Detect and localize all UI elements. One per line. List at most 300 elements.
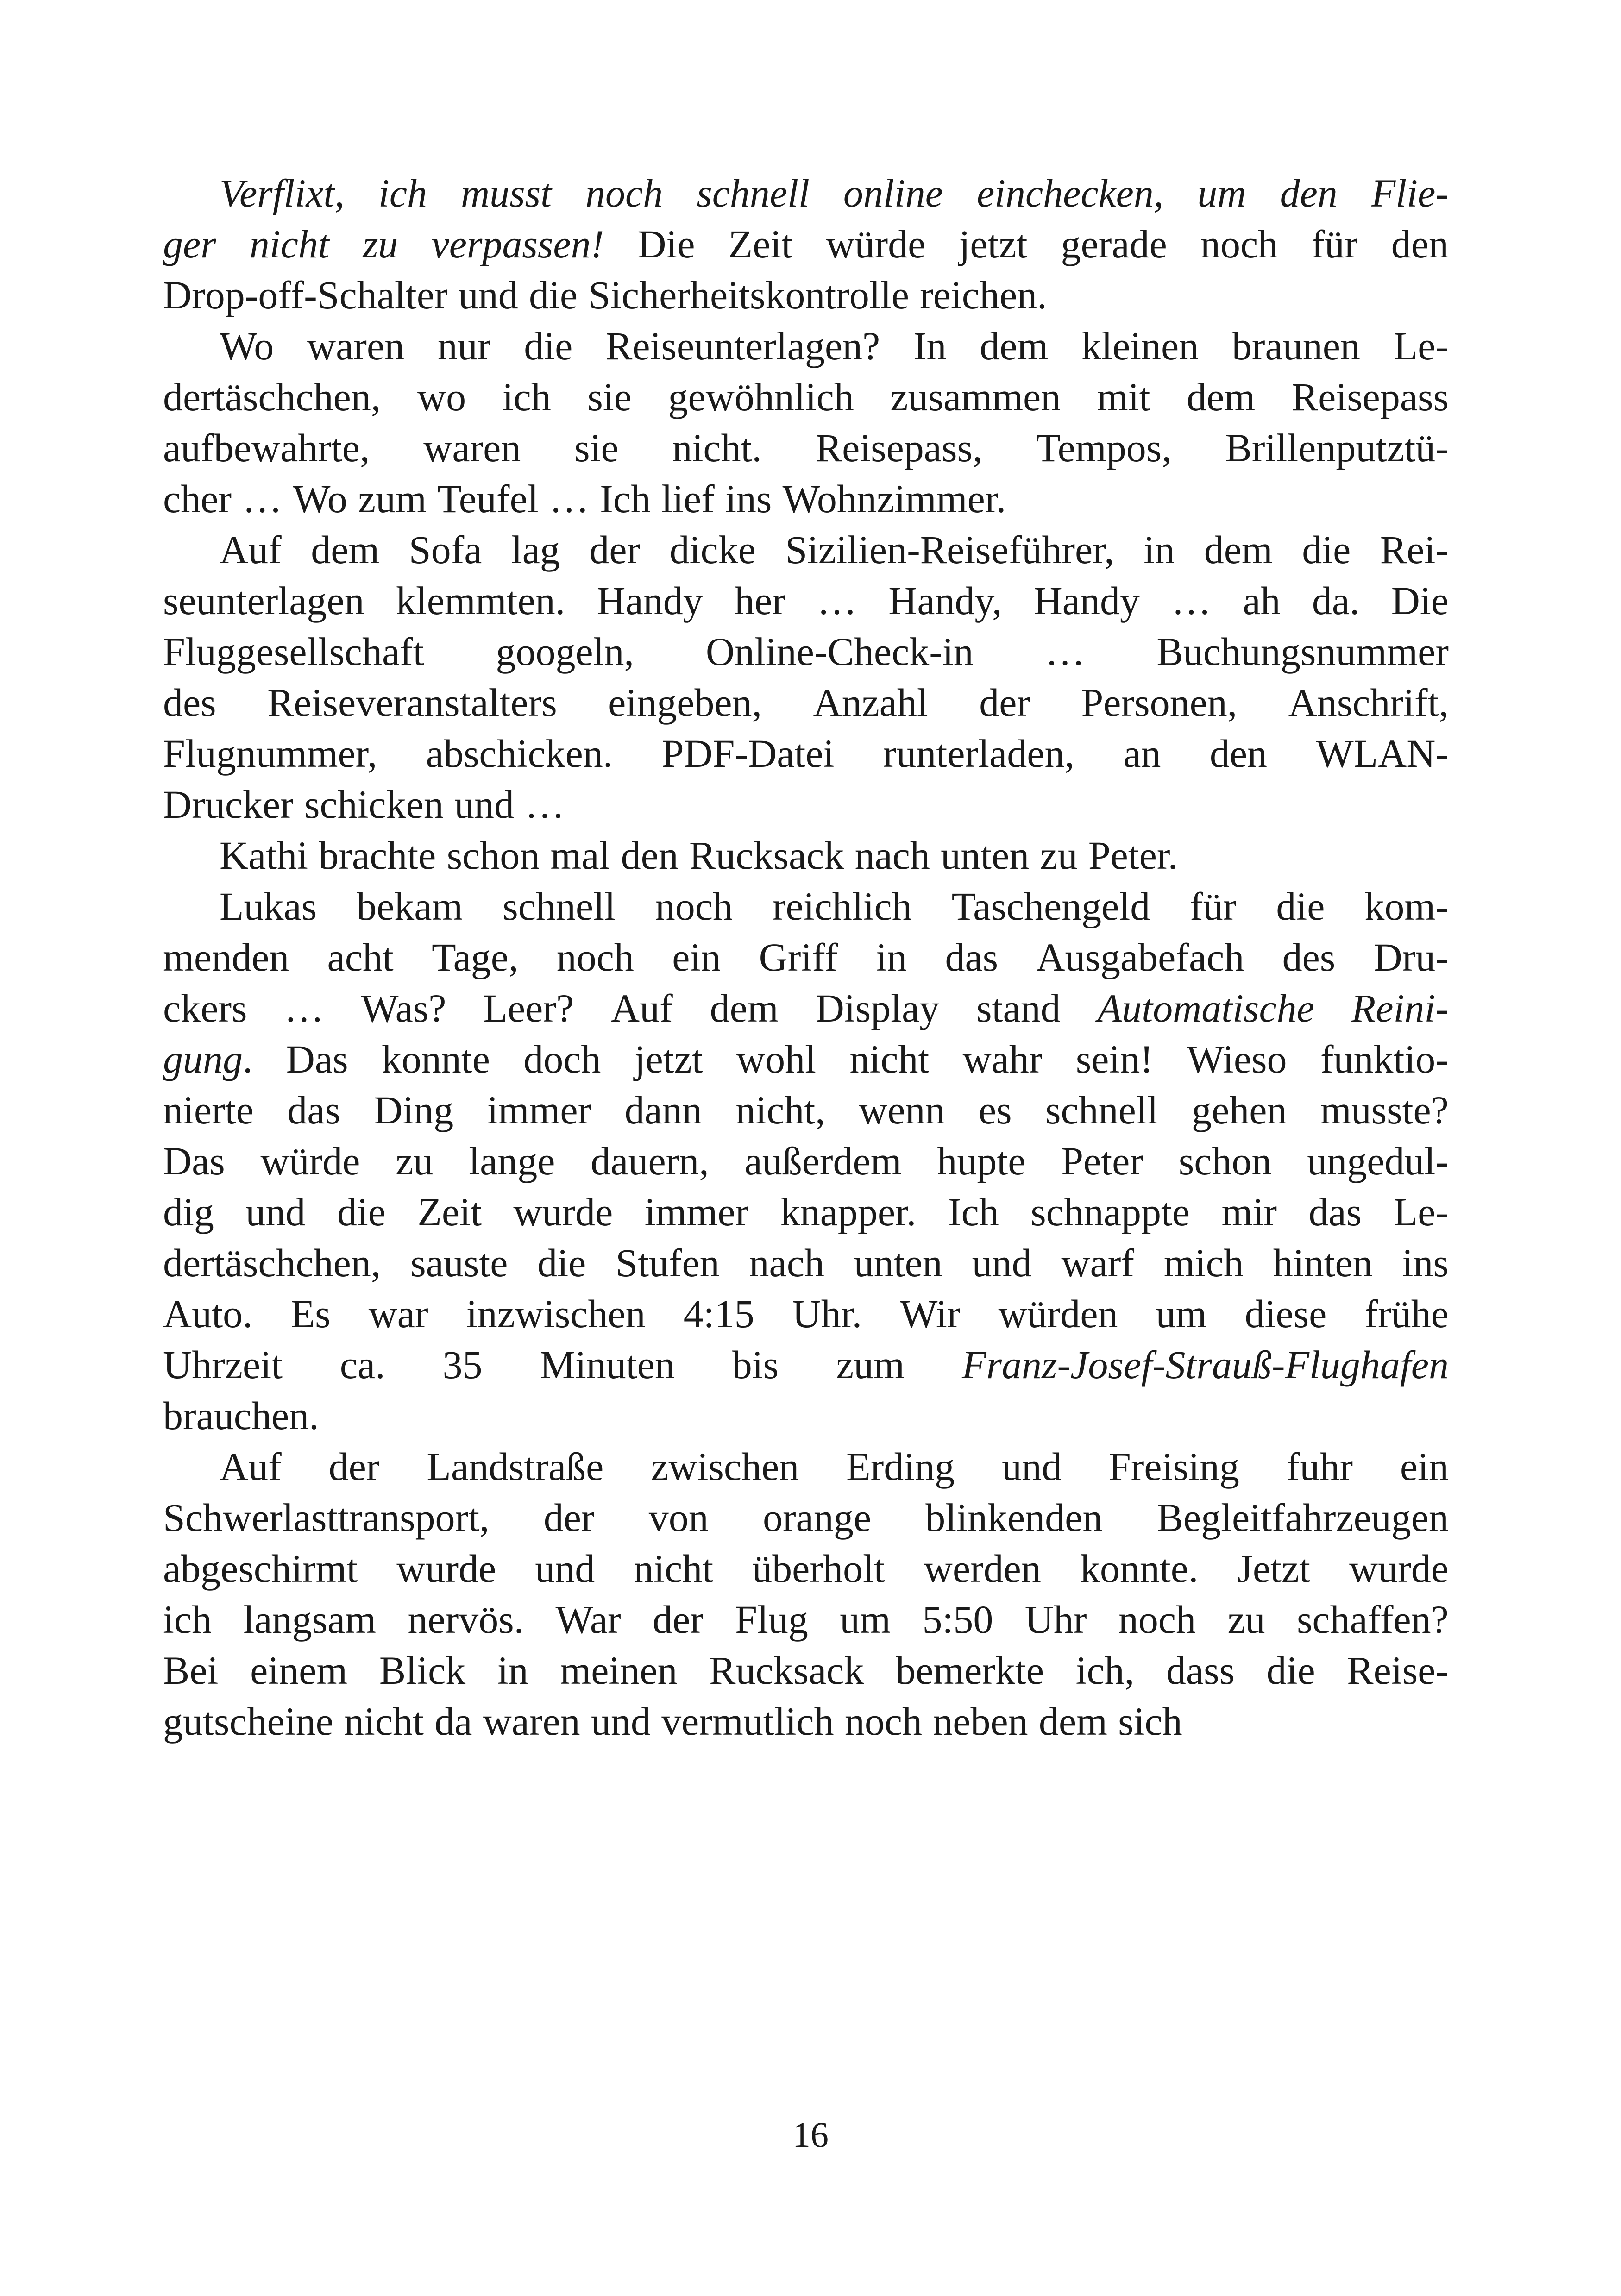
word: verpassen! xyxy=(431,222,604,266)
text-line xyxy=(163,728,1449,779)
word: einchecken, xyxy=(976,171,1164,215)
word: blinkenden xyxy=(925,1495,1103,1540)
text-line xyxy=(163,219,1449,270)
word: kleinen xyxy=(1081,324,1199,368)
word: menden xyxy=(163,935,289,979)
word: Anschrift, xyxy=(1288,680,1449,725)
word: Was? xyxy=(361,986,446,1030)
paragraph xyxy=(163,830,1449,881)
word: Ich xyxy=(948,1190,999,1234)
word: ich xyxy=(163,1597,212,1642)
word: zu xyxy=(396,1139,434,1183)
word: zum xyxy=(358,477,427,521)
word: es xyxy=(978,1088,1012,1132)
word: klemmten. xyxy=(396,578,565,623)
word: gung xyxy=(163,1037,243,1081)
word: schnell xyxy=(697,171,810,215)
word: Stufen xyxy=(616,1241,720,1285)
word: ich xyxy=(502,375,551,419)
word: für xyxy=(1311,222,1358,266)
word: sich xyxy=(1118,1699,1182,1744)
word: und xyxy=(454,782,515,827)
word: bis xyxy=(732,1342,779,1387)
word: Ich xyxy=(600,477,651,521)
word: war xyxy=(368,1292,428,1336)
word: Peter. xyxy=(1088,833,1178,878)
word: die xyxy=(537,1241,586,1285)
word: sie xyxy=(587,375,632,419)
word: nach xyxy=(749,1241,824,1285)
word: schnappte xyxy=(1030,1190,1190,1234)
word: nur xyxy=(437,324,491,368)
word: sauste xyxy=(410,1241,508,1285)
word: Buchungsnummer xyxy=(1156,629,1449,674)
word: dass xyxy=(1166,1648,1235,1693)
text-line xyxy=(163,1034,1449,1085)
page-number: 16 xyxy=(792,2114,829,2155)
word: googeln, xyxy=(496,629,635,674)
text-line xyxy=(163,932,1449,983)
word: Minuten xyxy=(540,1342,675,1387)
word: Freising xyxy=(1108,1444,1239,1489)
word: … xyxy=(284,986,324,1030)
word: Verflixt, xyxy=(220,171,345,215)
word: Wo xyxy=(220,324,274,368)
text-line xyxy=(163,1645,1449,1696)
word: waren xyxy=(423,426,521,470)
word: frühe xyxy=(1364,1292,1449,1336)
word: Die xyxy=(637,222,695,266)
word: Reisepass, xyxy=(815,426,983,470)
word: Wohnzimmer. xyxy=(782,477,1006,521)
word: die xyxy=(337,1190,386,1234)
word: waren xyxy=(307,324,405,368)
word: Bei xyxy=(163,1648,219,1693)
word: der xyxy=(653,1597,704,1642)
word: gerade xyxy=(1061,222,1167,266)
word: Le- xyxy=(1393,1190,1449,1234)
word: Flug xyxy=(735,1597,808,1642)
word: ckers xyxy=(163,986,247,1030)
word: Auf xyxy=(220,1444,282,1489)
word: würde xyxy=(260,1139,360,1183)
text-line xyxy=(163,473,1449,524)
paragraph xyxy=(163,524,1449,830)
word: Rucksack xyxy=(689,833,844,878)
word: um xyxy=(1156,1292,1207,1336)
word: eingeben, xyxy=(608,680,762,725)
word: mich xyxy=(1163,1241,1244,1285)
text-line xyxy=(163,830,1449,881)
word: nierte xyxy=(163,1088,254,1132)
text-line xyxy=(163,677,1449,728)
word: wahr xyxy=(962,1037,1043,1081)
text-line xyxy=(163,1237,1449,1288)
word: musst xyxy=(461,171,552,215)
word: doch xyxy=(523,1037,601,1081)
word: würde xyxy=(826,222,926,266)
word: online xyxy=(843,171,943,215)
word: wurde xyxy=(396,1546,496,1591)
word: immer xyxy=(644,1190,749,1234)
word: den xyxy=(1391,222,1449,266)
word: Sofa xyxy=(408,527,482,572)
word: zusammen xyxy=(890,375,1061,419)
word: Kathi xyxy=(220,833,308,878)
word: Rucksack xyxy=(709,1648,864,1693)
text-line xyxy=(163,575,1449,626)
word: reichlich xyxy=(772,884,912,928)
word: Es xyxy=(290,1292,331,1336)
word: … xyxy=(1045,629,1085,674)
word: schicken xyxy=(304,782,444,827)
word: ein xyxy=(672,935,721,979)
word: Drop-off-Schalter xyxy=(163,273,448,317)
word: ins xyxy=(725,477,772,521)
paragraph xyxy=(163,320,1449,524)
word: Leer? xyxy=(483,986,574,1030)
word: Reiseveranstalters xyxy=(267,680,557,725)
text-line xyxy=(163,270,1449,320)
word: der xyxy=(979,680,1030,725)
word: Die xyxy=(1391,578,1449,623)
word: Auf xyxy=(610,986,673,1030)
word: diese xyxy=(1244,1292,1327,1336)
word: Uhrzeit xyxy=(163,1342,283,1387)
word: Brillenputztü- xyxy=(1225,426,1449,470)
word: schnell xyxy=(1045,1088,1158,1132)
word: mir xyxy=(1221,1190,1277,1234)
word: lag xyxy=(511,527,560,572)
word: zu xyxy=(1040,833,1078,878)
text-line xyxy=(163,779,1449,830)
word: … xyxy=(242,477,283,521)
word: 4:15 xyxy=(683,1292,754,1336)
word: PDF-Datei xyxy=(661,731,835,776)
word: von xyxy=(648,1495,709,1540)
word: zu xyxy=(1227,1597,1265,1642)
word: nicht. xyxy=(672,426,762,470)
text-line xyxy=(163,1085,1449,1135)
word: da. xyxy=(1312,578,1360,623)
word: Rei- xyxy=(1380,527,1449,572)
text-line xyxy=(163,1288,1449,1339)
word: zu xyxy=(362,222,398,266)
text-line xyxy=(163,371,1449,422)
word: Jetzt xyxy=(1237,1546,1310,1591)
word: der xyxy=(328,1444,380,1489)
word: Auf xyxy=(220,527,282,572)
word: inzwischen xyxy=(466,1292,646,1336)
word: und xyxy=(1002,1444,1062,1489)
word: ca. xyxy=(339,1342,385,1387)
word: dig xyxy=(163,1190,214,1234)
word: die xyxy=(528,273,578,317)
word: ungedul- xyxy=(1307,1139,1449,1183)
word: Lukas xyxy=(220,884,317,928)
word: immer xyxy=(487,1088,591,1132)
word: dertäschchen, xyxy=(163,1241,381,1285)
word: wo xyxy=(417,375,466,419)
word: der xyxy=(543,1495,595,1540)
word: knapper. xyxy=(780,1190,917,1234)
word: konnte xyxy=(381,1037,490,1081)
word: funktio- xyxy=(1320,1037,1449,1081)
word: dann xyxy=(624,1088,702,1132)
word: Reise- xyxy=(1347,1648,1449,1693)
word: nicht xyxy=(344,1699,424,1744)
word: Erding xyxy=(846,1444,955,1489)
word: die xyxy=(524,324,573,368)
text-line xyxy=(163,168,1449,219)
word: schaffen? xyxy=(1296,1597,1449,1642)
text-line xyxy=(163,1543,1449,1594)
word: Taschengeld xyxy=(951,884,1150,928)
word: sie xyxy=(574,426,619,470)
word: Das xyxy=(286,1037,348,1081)
word: nervös. xyxy=(408,1597,524,1642)
word: Tage, xyxy=(432,935,519,979)
word: Wo xyxy=(293,477,347,521)
word: mal xyxy=(550,833,610,878)
word: Automatische xyxy=(1097,986,1314,1030)
word: nicht xyxy=(249,222,329,266)
word: vermutlich xyxy=(661,1699,834,1744)
word: nicht xyxy=(849,1037,930,1081)
word: dem xyxy=(1204,527,1273,572)
word: ger xyxy=(163,222,216,266)
word: Das xyxy=(163,1139,225,1183)
word: … xyxy=(1171,578,1212,623)
word: konnte. xyxy=(1080,1546,1199,1591)
word: kom- xyxy=(1364,884,1449,928)
word: Handy xyxy=(1033,578,1140,623)
word: Anzahl xyxy=(813,680,928,725)
word: fuhr xyxy=(1286,1444,1353,1489)
text-line xyxy=(163,1186,1449,1237)
word: Flugnummer, xyxy=(163,731,377,776)
word: hupte xyxy=(937,1139,1026,1183)
word: um xyxy=(1197,171,1246,215)
word: Uhr xyxy=(1024,1597,1087,1642)
word: des xyxy=(1282,935,1336,979)
text-line xyxy=(163,524,1449,575)
word: hinten xyxy=(1273,1241,1373,1285)
word: wurde xyxy=(513,1190,613,1234)
word: einem xyxy=(250,1648,348,1693)
word: Display xyxy=(815,986,940,1030)
word: reichen. xyxy=(920,273,1047,317)
word: noch xyxy=(655,884,733,928)
word: gutscheine xyxy=(163,1699,333,1744)
word: außerdem xyxy=(744,1139,902,1183)
word: Schwerlasttransport, xyxy=(163,1495,490,1540)
word: Handy xyxy=(597,578,703,623)
word: Wieso xyxy=(1187,1037,1287,1081)
word: Teufel xyxy=(437,477,539,521)
word: ich xyxy=(378,171,427,215)
word: wurde xyxy=(1349,1546,1449,1591)
text-line xyxy=(163,626,1449,677)
word: noch xyxy=(1200,222,1278,266)
word: Zeit xyxy=(728,222,793,266)
text-line xyxy=(163,1339,1449,1390)
word: aufbewahrte, xyxy=(163,426,370,470)
word: noch xyxy=(844,1699,923,1744)
word: nach xyxy=(854,833,930,878)
word: lief xyxy=(661,477,715,521)
word: und xyxy=(245,1190,306,1234)
text-line xyxy=(163,320,1449,371)
text-line xyxy=(163,1696,1449,1747)
word: nicht xyxy=(634,1546,714,1591)
word: dauern, xyxy=(591,1139,709,1183)
word: Personen, xyxy=(1081,680,1238,725)
word: werden xyxy=(924,1546,1041,1591)
word-group xyxy=(163,1034,253,1085)
word: cher xyxy=(163,477,232,521)
word: acht xyxy=(327,935,394,979)
word: neben xyxy=(933,1699,1028,1744)
text-line xyxy=(163,1135,1449,1186)
word: musste? xyxy=(1320,1088,1449,1132)
word: dicke xyxy=(669,527,756,572)
word: die xyxy=(1276,884,1325,928)
word: noch xyxy=(1118,1597,1196,1642)
word: brauchen. xyxy=(163,1393,319,1438)
word: … xyxy=(549,477,589,521)
word: mit xyxy=(1097,375,1150,419)
word: nicht, xyxy=(735,1088,825,1132)
word: in xyxy=(497,1648,528,1693)
word: Fluggesellschaft xyxy=(163,629,424,674)
word: schon xyxy=(1178,1139,1272,1183)
word: wenn xyxy=(859,1088,945,1132)
word: und xyxy=(591,1699,651,1744)
word: Reiseunterlagen? xyxy=(605,324,880,368)
word: und xyxy=(458,273,518,317)
paragraph xyxy=(163,881,1449,1441)
word: dem xyxy=(1038,1699,1107,1744)
word: den xyxy=(1209,731,1268,776)
text-line xyxy=(163,1594,1449,1645)
word: 35 xyxy=(442,1342,483,1387)
word: den xyxy=(621,833,679,878)
word: Handy, xyxy=(888,578,1002,623)
word: bemerkte xyxy=(896,1648,1044,1693)
word: Flie- xyxy=(1371,171,1449,215)
paragraph xyxy=(163,1441,1449,1747)
word: Drucker xyxy=(163,782,294,827)
word: Sicherheitskontrolle xyxy=(588,273,909,317)
word: und xyxy=(972,1241,1032,1285)
word: unten xyxy=(854,1241,942,1285)
word: sein! xyxy=(1075,1037,1153,1081)
word: jetzt xyxy=(959,222,1028,266)
word: Online-Check-in xyxy=(705,629,974,674)
word: Blick xyxy=(379,1648,466,1693)
word: Griff xyxy=(759,935,838,979)
text-line xyxy=(163,1441,1449,1492)
word: brachte xyxy=(319,833,436,878)
text-line xyxy=(163,422,1449,473)
word: runterladen, xyxy=(883,731,1074,776)
word: schnell xyxy=(503,884,616,928)
word: Reini- xyxy=(1351,986,1449,1030)
word: … xyxy=(817,578,857,623)
text-line xyxy=(163,1390,1449,1441)
word: in xyxy=(1143,527,1175,572)
word: WLAN- xyxy=(1316,731,1449,776)
word: dem xyxy=(710,986,779,1030)
word: Dru- xyxy=(1373,935,1449,979)
word: Wir xyxy=(900,1292,961,1336)
word: in xyxy=(876,935,907,979)
word: die xyxy=(1302,527,1351,572)
word: gewöhnlich xyxy=(668,375,854,419)
word: an xyxy=(1123,731,1161,776)
word: der xyxy=(589,527,641,572)
word: lange xyxy=(469,1139,555,1183)
word: jetzt xyxy=(634,1037,703,1081)
word: . xyxy=(243,1037,253,1081)
word: unten xyxy=(941,833,1030,878)
word: Franz-Josef-Strauß-Flughafen xyxy=(962,1342,1449,1387)
word: die xyxy=(1266,1648,1315,1693)
word: und xyxy=(535,1546,595,1591)
word: Sizilien-Reiseführer, xyxy=(785,527,1114,572)
word: Tempos, xyxy=(1036,426,1172,470)
word: Zeit xyxy=(417,1190,482,1234)
body-text xyxy=(163,168,1449,1747)
word: Ding xyxy=(374,1088,454,1132)
word: warf xyxy=(1061,1241,1135,1285)
word: meinen xyxy=(560,1648,678,1693)
word: überholt xyxy=(752,1546,885,1591)
text-line xyxy=(163,983,1449,1034)
word: den xyxy=(1280,171,1338,215)
word: abgeschirmt xyxy=(163,1546,358,1591)
word: des xyxy=(163,680,216,725)
word: das xyxy=(287,1088,340,1132)
word: ah xyxy=(1243,578,1281,623)
word: noch xyxy=(585,171,663,215)
paragraph xyxy=(163,168,1449,320)
word: ich, xyxy=(1075,1648,1135,1693)
word: wohl xyxy=(736,1037,817,1081)
word: schon xyxy=(446,833,540,878)
word: Auto. xyxy=(163,1292,253,1336)
word: dertäschchen, xyxy=(163,375,381,419)
word: Landstraße xyxy=(427,1444,604,1489)
word: War xyxy=(555,1597,621,1642)
word: gehen xyxy=(1192,1088,1287,1132)
word: das xyxy=(945,935,999,979)
word: bekam xyxy=(357,884,463,928)
word: 5:50 xyxy=(922,1597,993,1642)
word: In xyxy=(913,324,947,368)
word: Uhr. xyxy=(792,1292,862,1336)
word: Peter xyxy=(1061,1139,1143,1183)
word: da xyxy=(434,1699,472,1744)
word: ein xyxy=(1400,1444,1449,1489)
text-line xyxy=(163,1492,1449,1543)
word: noch xyxy=(556,935,634,979)
word: ins xyxy=(1402,1241,1449,1285)
word: zum xyxy=(836,1342,905,1387)
word: das xyxy=(1308,1190,1362,1234)
word: her xyxy=(734,578,785,623)
